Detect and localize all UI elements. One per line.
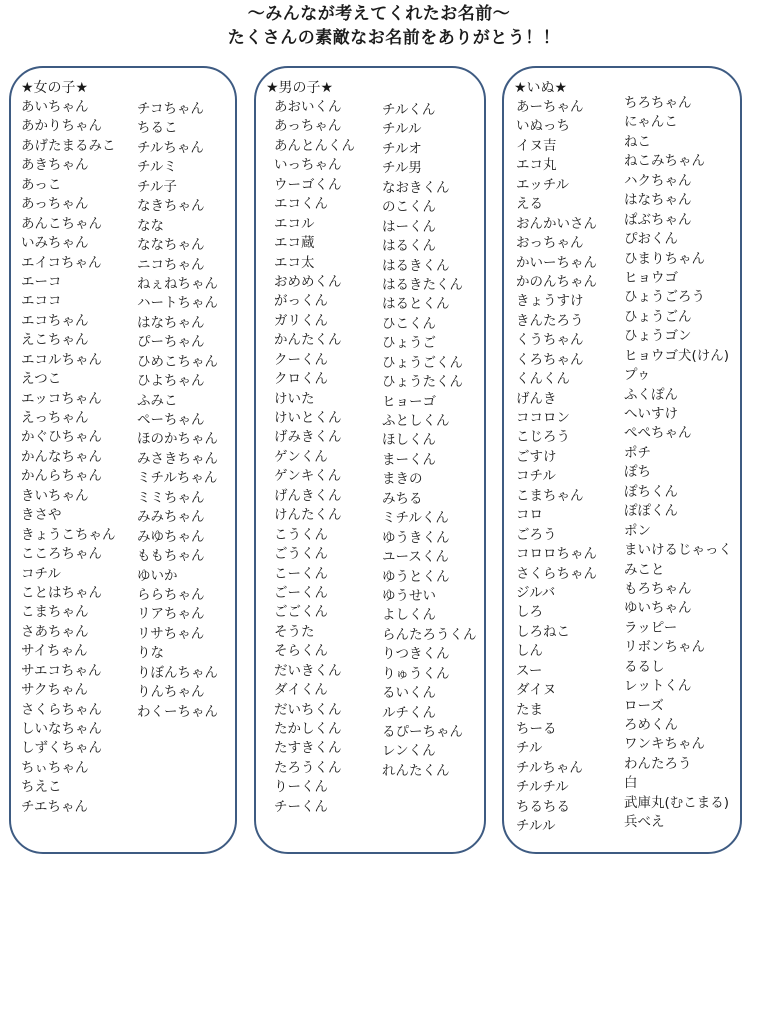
name-entry: りんちゃん xyxy=(137,684,205,701)
name-entry: ハクちゃん xyxy=(624,172,692,189)
name-entry: いみちゃん xyxy=(21,235,89,252)
name-entry: える xyxy=(516,196,543,213)
girls-names-column-1 xyxy=(21,98,116,817)
name-entry: ひよちゃん xyxy=(137,373,205,390)
name-entry: きいちゃん xyxy=(21,487,89,504)
name-entry: くうちゃん xyxy=(516,332,584,349)
page-title: 〜みんなが考えてくれたお名前〜 xyxy=(247,4,511,24)
name-entry: ふとしくん xyxy=(382,413,450,429)
name-entry: ららちゃん xyxy=(137,586,205,603)
name-entry: だいきくん xyxy=(274,662,342,679)
name-entry: ダイヌ xyxy=(516,682,557,699)
name-entry: ぱぶちゃん xyxy=(624,211,692,228)
girls-names-box xyxy=(9,66,237,854)
name-entry: ごうくん xyxy=(274,546,328,563)
name-entry: ヒョウゴ xyxy=(624,269,678,286)
name-entry: コロロちゃん xyxy=(516,546,597,563)
name-entry: みちる xyxy=(382,490,423,507)
name-entry: きょうすけ xyxy=(516,293,584,310)
name-entry: えっちゃん xyxy=(21,410,89,426)
name-entry: きんたろう xyxy=(516,312,584,329)
boys-names-column-2 xyxy=(382,101,477,781)
name-entry: ミチルくん xyxy=(382,510,449,527)
name-entry: るぴーちゃん xyxy=(382,724,463,740)
name-entry: コチル xyxy=(21,565,61,582)
name-entry: ふくぽん xyxy=(624,386,678,403)
name-entry: あきちゃん xyxy=(21,157,89,174)
name-entry: そらくん xyxy=(274,643,328,660)
name-entry: はるくん xyxy=(382,238,436,255)
name-entry: おめめくん xyxy=(274,273,342,290)
name-entry: ちーる xyxy=(516,721,557,737)
name-entry: ゆいちゃん xyxy=(624,600,692,617)
name-entry: えつこ xyxy=(21,371,62,388)
name-entry: さあちゃん xyxy=(21,623,89,640)
name-entry: なきちゃん xyxy=(137,198,205,215)
name-entry: あいちゃん xyxy=(21,99,89,115)
name-entry: あげたまるみこ xyxy=(21,137,116,154)
name-entry: ねぇねちゃん xyxy=(137,275,218,292)
name-entry: そうた xyxy=(274,623,315,640)
name-entry: くんくん xyxy=(516,371,570,388)
name-entry: リボンちゃん xyxy=(624,639,705,656)
name-entry: ゲンキくん xyxy=(274,468,342,485)
name-entry: エコルちゃん xyxy=(21,351,102,368)
name-entry: あおいくん xyxy=(274,99,342,115)
name-entry: ひめこちゃん xyxy=(137,353,218,370)
name-entry: チルル xyxy=(516,818,556,835)
name-entry: るいくん xyxy=(382,685,436,702)
name-entry: こまちゃん xyxy=(516,487,584,504)
name-entry: ダイくん xyxy=(274,682,328,699)
name-entry: エコル xyxy=(274,215,315,232)
name-entry: げんき xyxy=(516,390,557,407)
name-entry: あかりちゃん xyxy=(21,118,102,135)
girls-names-column-2 xyxy=(137,100,218,722)
name-entry: チーくん xyxy=(274,798,328,815)
name-entry: リサちゃん xyxy=(137,625,205,642)
name-entry: まきの xyxy=(382,471,423,488)
name-entry: チルちゃん xyxy=(137,139,204,156)
name-entry: はなちゃん xyxy=(137,314,205,331)
name-entry: チルミ xyxy=(137,159,177,176)
name-entry: ぽぽくん xyxy=(624,503,678,520)
name-entry: エコ蔵 xyxy=(274,235,315,252)
name-entry: ペーちゃん xyxy=(137,412,205,428)
name-entry: スー xyxy=(516,662,543,679)
name-entry: ローズ xyxy=(624,697,664,714)
name-entry: ワンキちゃん xyxy=(624,736,705,753)
name-entry: かのんちゃん xyxy=(516,273,597,290)
name-entry: たかしくん xyxy=(274,721,342,737)
name-entry: コチル xyxy=(516,468,556,485)
name-entry: ねこみちゃん xyxy=(624,153,705,170)
name-entry: ねこ xyxy=(624,133,651,150)
name-entry: わくーちゃん xyxy=(137,703,218,720)
name-entry: まいけるじゃっく xyxy=(624,542,732,559)
name-entry: にゃんこ xyxy=(624,114,678,131)
name-entry: ひょうゴン xyxy=(624,328,692,345)
name-entry: がっくん xyxy=(274,293,328,310)
name-entry: あんこちゃん xyxy=(21,215,102,232)
name-entry: しろねこ xyxy=(516,623,570,640)
name-entry: ゆうとくん xyxy=(382,568,450,585)
name-entry: りゅうくん xyxy=(382,665,450,682)
name-entry: りぼんちゃん xyxy=(137,664,218,681)
page-subtitle: たくさんの素敵なお名前をありがとう！！ xyxy=(227,28,561,48)
name-entry: ラッピー xyxy=(624,619,678,636)
name-entry: ぽちくん xyxy=(624,483,678,500)
name-entry: かんなちゃん xyxy=(21,448,102,465)
name-entry: れんたくん xyxy=(382,762,450,779)
name-entry: ももちゃん xyxy=(137,548,205,565)
name-entry: ミチルちゃん xyxy=(137,470,218,487)
name-entry: ヒョーゴ xyxy=(382,393,436,410)
name-entry: はるとくん xyxy=(382,296,450,313)
name-entry: ゆうきくん xyxy=(382,529,450,546)
name-entry: レンくん xyxy=(382,743,436,760)
page-header xyxy=(0,2,768,50)
name-entry: あーちゃん xyxy=(516,99,584,115)
dogs-box-title: ★いぬ★ xyxy=(514,80,568,96)
name-entry: かんらちゃん xyxy=(21,468,102,485)
name-entry: チコちゃん xyxy=(137,101,204,117)
name-entry: ごろう xyxy=(516,526,557,543)
name-entry: おっちゃん xyxy=(516,235,584,252)
name-entry: はるきたくん xyxy=(382,276,463,293)
name-entry: おんかいさん xyxy=(516,215,597,232)
name-entry: レットくん xyxy=(624,678,692,695)
girls-box-title: ★女の子★ xyxy=(21,80,89,96)
name-entry: チルちゃん xyxy=(516,759,583,776)
name-entry: けいた xyxy=(274,390,315,407)
name-entry: いっちゃん xyxy=(274,157,342,174)
name-entry: ひょうたくん xyxy=(382,374,463,391)
name-entry: エコ丸 xyxy=(516,157,557,174)
name-entry: かぐひちゃん xyxy=(21,429,102,446)
name-entry: ことはちゃん xyxy=(21,584,102,601)
name-entry: ちるちる xyxy=(516,798,570,815)
name-entry: ガリくん xyxy=(274,312,328,329)
name-entry: チルチル xyxy=(516,779,569,796)
name-entry: イヌ吉 xyxy=(516,137,557,154)
name-entry: しいなちゃん xyxy=(21,721,102,737)
name-entry: こーくん xyxy=(274,565,328,582)
name-entry: みみちゃん xyxy=(137,509,205,526)
name-entry: しずくちゃん xyxy=(21,740,102,757)
name-entry: らんたろうくん xyxy=(382,626,477,643)
name-entry: ぽち xyxy=(624,464,651,481)
name-entry: はなちゃん xyxy=(624,192,692,209)
name-entry: ちろちゃん xyxy=(624,95,692,111)
name-entry: エッチル xyxy=(516,176,570,193)
name-entry: ジルバ xyxy=(516,584,556,601)
name-entry: るるし xyxy=(624,658,665,675)
name-entry: あっちゃん xyxy=(21,196,89,213)
name-entry: げみきくん xyxy=(274,429,342,446)
name-entry: ひょうごん xyxy=(624,308,692,325)
name-entry: まーくん xyxy=(382,451,436,468)
name-entry: エコちゃん xyxy=(21,312,89,329)
name-entry: りな xyxy=(137,645,164,662)
name-entry: チルル xyxy=(382,121,422,138)
name-entry: みさきちゃん xyxy=(137,450,218,467)
dogs-names-column-1 xyxy=(516,98,597,837)
name-entry: ヒョウゴ犬(けん) xyxy=(624,347,730,364)
name-entry: サイちゃん xyxy=(21,643,88,660)
name-entry: ちるこ xyxy=(137,120,178,137)
name-entry: チエちゃん xyxy=(21,798,88,815)
name-entry: プゥ xyxy=(624,367,651,384)
name-entry: チルオ xyxy=(382,140,422,157)
name-entry: きょうこちゃん xyxy=(21,526,116,543)
name-entry: ごごくん xyxy=(274,604,328,621)
name-entry: ルチくん xyxy=(382,704,436,721)
name-entry: ちぃちゃん xyxy=(21,759,89,776)
name-entry: エッコちゃん xyxy=(21,390,102,407)
name-entry: ウーゴくん xyxy=(274,176,342,193)
name-entry: こうくん xyxy=(274,526,328,543)
name-entry: さくらちゃん xyxy=(21,701,102,718)
name-entry: ゆいか xyxy=(137,567,178,584)
dogs-names-column-2 xyxy=(624,94,732,833)
name-entry: げんきくん xyxy=(274,487,342,504)
name-entry: サクちゃん xyxy=(21,682,88,699)
name-entry: よしくん xyxy=(382,607,436,624)
name-entry: こじろう xyxy=(516,429,570,446)
name-entry: ひょうごろう xyxy=(624,289,705,306)
name-entry: ひまりちゃん xyxy=(624,250,705,267)
name-entry: なおきくん xyxy=(382,179,450,196)
name-entry: チルくん xyxy=(382,102,436,118)
name-entry: たすきくん xyxy=(274,740,342,757)
name-entry: ポチ xyxy=(624,444,651,461)
name-entry: ゲンくん xyxy=(274,448,328,465)
name-entry: チル子 xyxy=(137,178,177,195)
name-entry: サエコちゃん xyxy=(21,662,102,679)
name-entry: ココロン xyxy=(516,410,570,426)
name-entry: あんとんくん xyxy=(274,137,355,154)
name-entry: いぬっち xyxy=(516,118,570,135)
name-entry: チル xyxy=(516,740,543,757)
name-entry: チル男 xyxy=(382,160,422,177)
name-entry: ぴおくん xyxy=(624,231,678,248)
name-entry: りつきくん xyxy=(382,646,450,663)
name-entry: エーコ xyxy=(21,273,62,290)
name-entry: かいーちゃん xyxy=(516,254,597,271)
name-entry: けんたくん xyxy=(274,507,342,524)
name-entry: みゆちゃん xyxy=(137,528,205,545)
name-entry: クーくん xyxy=(274,351,328,368)
name-entry: けいとくん xyxy=(274,410,342,426)
name-entry: ハートちゃん xyxy=(137,295,218,312)
name-entry: ミミちゃん xyxy=(137,489,205,506)
name-entry: エコくん xyxy=(274,196,328,213)
name-entry: だいちくん xyxy=(274,701,342,718)
name-entry: エココ xyxy=(21,293,62,310)
name-entry: こころちゃん xyxy=(21,546,102,563)
boys-names-box xyxy=(254,66,486,854)
name-entry: 武庫丸(むこまる) xyxy=(624,794,730,811)
name-entry: ひこくん xyxy=(382,315,436,332)
name-entry: ふみこ xyxy=(137,392,178,409)
name-entry: ニコちゃん xyxy=(137,256,205,273)
dogs-names-box xyxy=(502,66,742,854)
name-entry: エコ太 xyxy=(274,254,315,271)
name-entry: ユースくん xyxy=(382,549,449,566)
name-entry: わんたろう xyxy=(624,755,692,772)
name-entry: ポン xyxy=(624,522,651,539)
name-entry: エイコちゃん xyxy=(21,254,102,271)
name-entry: ちえこ xyxy=(21,779,62,796)
name-entry: ろめくん xyxy=(624,717,678,733)
name-entry: さくらちゃん xyxy=(516,565,597,582)
name-entry: えこちゃん xyxy=(21,332,89,349)
name-entry: ごーくん xyxy=(274,584,328,601)
name-entry: きさや xyxy=(21,507,62,524)
name-entry: あっこ xyxy=(21,176,62,193)
name-entry: あっちゃん xyxy=(274,118,342,135)
name-entry: へいすけ xyxy=(624,406,678,422)
name-entry: なな xyxy=(137,217,164,234)
name-entry: たろうくん xyxy=(274,759,342,776)
name-entry: しん xyxy=(516,643,543,660)
name-entry: ほしくん xyxy=(382,432,436,449)
name-entry: ぺぺちゃん xyxy=(624,425,692,442)
name-entry: こまちゃん xyxy=(21,604,89,621)
name-entry: ぴーちゃん xyxy=(137,334,205,351)
name-entry: みこと xyxy=(624,561,665,578)
name-entry: 兵べえ xyxy=(624,814,665,831)
name-entry: ひょうごくん xyxy=(382,354,463,371)
name-entry: ごすけ xyxy=(516,448,557,465)
name-entry: りーくん xyxy=(274,779,328,796)
name-entry: ななちゃん xyxy=(137,237,205,254)
name-entry: ゆうせい xyxy=(382,587,436,604)
name-entry: 白 xyxy=(624,775,638,792)
name-entry: はーくん xyxy=(382,218,436,235)
boys-names-column-1 xyxy=(274,98,355,817)
name-entry: クロくん xyxy=(274,371,328,388)
name-entry: ほのかちゃん xyxy=(137,431,218,448)
name-entry: コロ xyxy=(516,507,543,524)
name-entry: ひょうご xyxy=(382,335,436,352)
name-entry: もろちゃん xyxy=(624,580,692,597)
boys-box-title: ★男の子★ xyxy=(266,80,334,96)
name-entry: しろ xyxy=(516,604,543,621)
name-entry: かんたくん xyxy=(274,332,342,349)
name-entry: たま xyxy=(516,701,543,718)
name-entry: くろちゃん xyxy=(516,351,584,368)
name-entry: のこくん xyxy=(382,199,436,216)
name-entry: はるきくん xyxy=(382,257,450,274)
name-entry: リアちゃん xyxy=(137,606,205,623)
